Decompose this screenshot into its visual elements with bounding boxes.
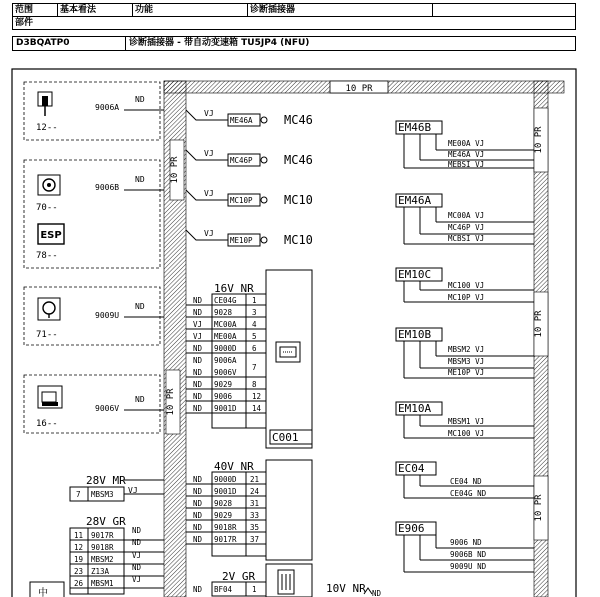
wire-9006V: 9006V [95, 404, 120, 413]
module-em10a [396, 402, 534, 438]
signal-nd-3: ND [135, 302, 145, 311]
svg-text:1: 1 [252, 585, 257, 594]
svg-text:6: 6 [252, 344, 257, 353]
svg-text:EC04: EC04 [398, 462, 425, 475]
svg-text:35: 35 [250, 523, 260, 532]
svg-text:28V MR: 28V MR [86, 474, 126, 487]
svg-text:MC46P VJ: MC46P VJ [448, 223, 485, 232]
svg-text:14: 14 [252, 404, 262, 413]
svg-text:9028: 9028 [214, 499, 233, 508]
svg-text:ND: ND [193, 487, 203, 496]
component-id-71: 71-- [36, 330, 58, 340]
svg-text:MEBSI VJ: MEBSI VJ [448, 160, 485, 169]
component-id-78: 78-- [36, 251, 58, 261]
doc-code: D3BQATP0 [13, 37, 126, 51]
svg-text:9028: 9028 [214, 308, 233, 317]
svg-text:9006 ND: 9006 ND [450, 538, 482, 547]
svg-text:MBSM1: MBSM1 [91, 579, 114, 588]
fuse-icon [278, 570, 294, 594]
svg-text:19: 19 [74, 555, 84, 564]
svg-text:MCBSI VJ: MCBSI VJ [448, 234, 485, 243]
component-70-78 [24, 160, 164, 268]
esp-icon [38, 224, 64, 244]
svg-text:9001D: 9001D [214, 487, 237, 496]
svg-text:VJ: VJ [204, 189, 214, 198]
svg-text:VJ: VJ [204, 229, 214, 238]
svg-text:MC46: MC46 [284, 113, 313, 127]
connector-16v [186, 270, 312, 448]
bottom-label: 中 [38, 588, 48, 597]
svg-text:9029: 9029 [214, 380, 233, 389]
svg-text:EM10B: EM10B [398, 328, 432, 341]
svg-text:MC00A VJ: MC00A VJ [448, 211, 485, 220]
left-connector-label-2: 10 PR [166, 388, 176, 416]
svg-text:ND: ND [193, 523, 203, 532]
svg-text:23: 23 [74, 567, 84, 576]
component-71 [24, 287, 164, 345]
svg-text:9029: 9029 [214, 511, 233, 520]
svg-text:MC100 VJ: MC100 VJ [448, 429, 485, 438]
svg-text:ND: ND [193, 344, 203, 353]
svg-text:MC00A: MC00A [214, 320, 237, 329]
svg-text:9000D: 9000D [214, 344, 237, 353]
svg-text:MC10: MC10 [284, 193, 313, 207]
connector-28v-gr [70, 515, 164, 594]
svg-text:ND: ND [132, 526, 142, 535]
svg-text:1: 1 [252, 296, 257, 305]
svg-text:ND: ND [193, 511, 203, 520]
svg-text:16V NR: 16V NR [214, 282, 254, 295]
svg-text:VJ: VJ [132, 575, 142, 584]
svg-text:VJ: VJ [204, 149, 214, 158]
svg-text:E906: E906 [398, 522, 425, 535]
svg-text:MBSM3: MBSM3 [91, 490, 114, 499]
side-connector-label-3: 10 PR [534, 494, 544, 522]
svg-text:ND: ND [372, 589, 382, 597]
svg-text:9006: 9006 [214, 392, 233, 401]
svg-text:10V NR: 10V NR [326, 582, 366, 595]
wire-9006A: 9006A [95, 103, 120, 112]
svg-text:CE04G: CE04G [214, 296, 237, 305]
svg-text:9017R: 9017R [214, 535, 237, 544]
doc-title: 诊断插接器 - 带自动变速箱 TU5JP4 (NFU) [126, 37, 576, 51]
svg-text:CE04 ND: CE04 ND [450, 477, 482, 486]
svg-text:EM10C: EM10C [398, 268, 432, 281]
header-cell-function: 功能 [133, 4, 248, 17]
airbag-icon [38, 298, 60, 320]
side-connector-label-2: 10 PR [534, 310, 544, 338]
module-em46a [396, 194, 534, 244]
svg-text:MBSM2: MBSM2 [91, 555, 114, 564]
svg-text:EM46B: EM46B [398, 121, 432, 134]
svg-text:26: 26 [74, 579, 84, 588]
header-cell-view: 基本看法 [58, 4, 133, 17]
signal-nd-2: ND [135, 175, 145, 184]
component-id-70: 70-- [36, 203, 58, 213]
svg-text:5: 5 [252, 332, 257, 341]
svg-text:ND: ND [193, 404, 203, 413]
svg-text:MC46: MC46 [284, 153, 313, 167]
connector-c001-icon [276, 342, 300, 362]
component-id-16: 16-- [36, 419, 58, 429]
svg-text:9009U ND: 9009U ND [450, 562, 487, 571]
svg-text:8: 8 [252, 380, 257, 389]
svg-text:9006A: 9006A [214, 356, 237, 365]
svg-text:ND: ND [193, 296, 203, 305]
esp-label: ESP [40, 230, 62, 241]
svg-text:24: 24 [250, 487, 260, 496]
connector-10v [326, 582, 382, 597]
svg-text:ND: ND [193, 368, 203, 377]
svg-text:Z13A: Z13A [91, 567, 110, 576]
svg-text:MBSM3 VJ: MBSM3 VJ [448, 357, 485, 366]
svg-text:7: 7 [252, 363, 257, 372]
abs-icon [38, 175, 60, 195]
svg-text:28V GR: 28V GR [86, 515, 126, 528]
component-12 [24, 82, 164, 140]
svg-text:31: 31 [250, 499, 260, 508]
top-connector-label: 10 PR [345, 84, 373, 94]
svg-text:9017R: 9017R [91, 531, 114, 540]
header-cell-diag: 诊断插接器 [248, 4, 433, 17]
connector-28v-mr [70, 474, 164, 501]
svg-text:ND: ND [193, 499, 203, 508]
svg-text:VJ: VJ [193, 332, 203, 341]
svg-text:MBSM2 VJ: MBSM2 VJ [448, 345, 485, 354]
svg-text:MC10P VJ: MC10P VJ [448, 293, 485, 302]
svg-text:ME00A: ME00A [214, 332, 237, 341]
side-connector-label-1: 10 PR [534, 126, 544, 154]
svg-text:MC100 VJ: MC100 VJ [448, 281, 485, 290]
svg-text:9006V: 9006V [214, 368, 237, 377]
svg-text:ME46A VJ: ME46A VJ [448, 150, 485, 159]
svg-text:ND: ND [132, 563, 142, 572]
header-cell-part: 部件 [13, 17, 576, 30]
svg-text:9000D: 9000D [214, 475, 237, 484]
mc-connectors [186, 109, 313, 247]
left-connector-label-1: 10 PR [170, 156, 180, 184]
header-cell-scope: 范围 [13, 4, 58, 17]
svg-text:MC46P: MC46P [230, 156, 253, 165]
svg-text:9001D: 9001D [214, 404, 237, 413]
svg-text:33: 33 [250, 511, 260, 520]
module-em10b [396, 328, 534, 378]
svg-text:ND: ND [132, 538, 142, 547]
svg-text:ME46A: ME46A [230, 116, 253, 125]
svg-text:ME00A VJ: ME00A VJ [448, 139, 485, 148]
signal-nd-4: ND [135, 395, 145, 404]
svg-text:3: 3 [252, 308, 257, 317]
svg-text:9006B ND: 9006B ND [450, 550, 487, 559]
svg-text:11: 11 [74, 531, 84, 540]
svg-text:VJ: VJ [132, 551, 142, 560]
svg-text:7: 7 [76, 490, 81, 499]
svg-text:MC10P: MC10P [230, 196, 253, 205]
svg-text:EM46A: EM46A [398, 194, 432, 207]
connector-2v [193, 564, 312, 597]
svg-text:MC10: MC10 [284, 233, 313, 247]
svg-text:4: 4 [252, 320, 257, 329]
module-em10c [396, 268, 534, 302]
svg-text:ND: ND [193, 308, 203, 317]
module-ec04 [396, 462, 534, 498]
component-16 [24, 375, 164, 433]
signal-nd-1: ND [135, 95, 145, 104]
injector-icon [38, 92, 52, 116]
auto-gearbox-icon [38, 386, 62, 408]
svg-text:9018R: 9018R [214, 523, 237, 532]
svg-text:MBSM1 VJ: MBSM1 VJ [448, 417, 485, 426]
svg-text:BF04: BF04 [214, 585, 233, 594]
svg-text:9018R: 9018R [91, 543, 114, 552]
svg-text:VJ: VJ [128, 486, 138, 495]
svg-text:ME10P VJ: ME10P VJ [448, 368, 485, 377]
svg-text:12: 12 [252, 392, 262, 401]
connector-40v [186, 460, 312, 560]
svg-text:CE04G ND: CE04G ND [450, 489, 487, 498]
wire-9006B: 9006B [95, 183, 120, 192]
svg-text:VJ: VJ [193, 320, 203, 329]
svg-text:VJ: VJ [204, 109, 214, 118]
svg-text:ME10P: ME10P [230, 236, 253, 245]
module-em46b [396, 121, 534, 169]
svg-text:37: 37 [250, 535, 260, 544]
module-e906 [396, 522, 534, 572]
svg-text:ND: ND [193, 535, 203, 544]
connector-c001-label: C001 [272, 431, 299, 444]
svg-text:ND: ND [193, 380, 203, 389]
wire-9009U: 9009U [95, 311, 120, 320]
svg-text:ND: ND [193, 475, 203, 484]
component-id-12: 12-- [36, 123, 58, 133]
svg-text:21: 21 [250, 475, 260, 484]
svg-text:ND: ND [193, 392, 203, 401]
svg-text:2V GR: 2V GR [222, 570, 256, 583]
svg-text:12: 12 [74, 543, 84, 552]
svg-text:EM10A: EM10A [398, 402, 432, 415]
svg-text:ND: ND [193, 585, 203, 594]
svg-text:ND: ND [193, 356, 203, 365]
svg-text:40V NR: 40V NR [214, 460, 254, 473]
